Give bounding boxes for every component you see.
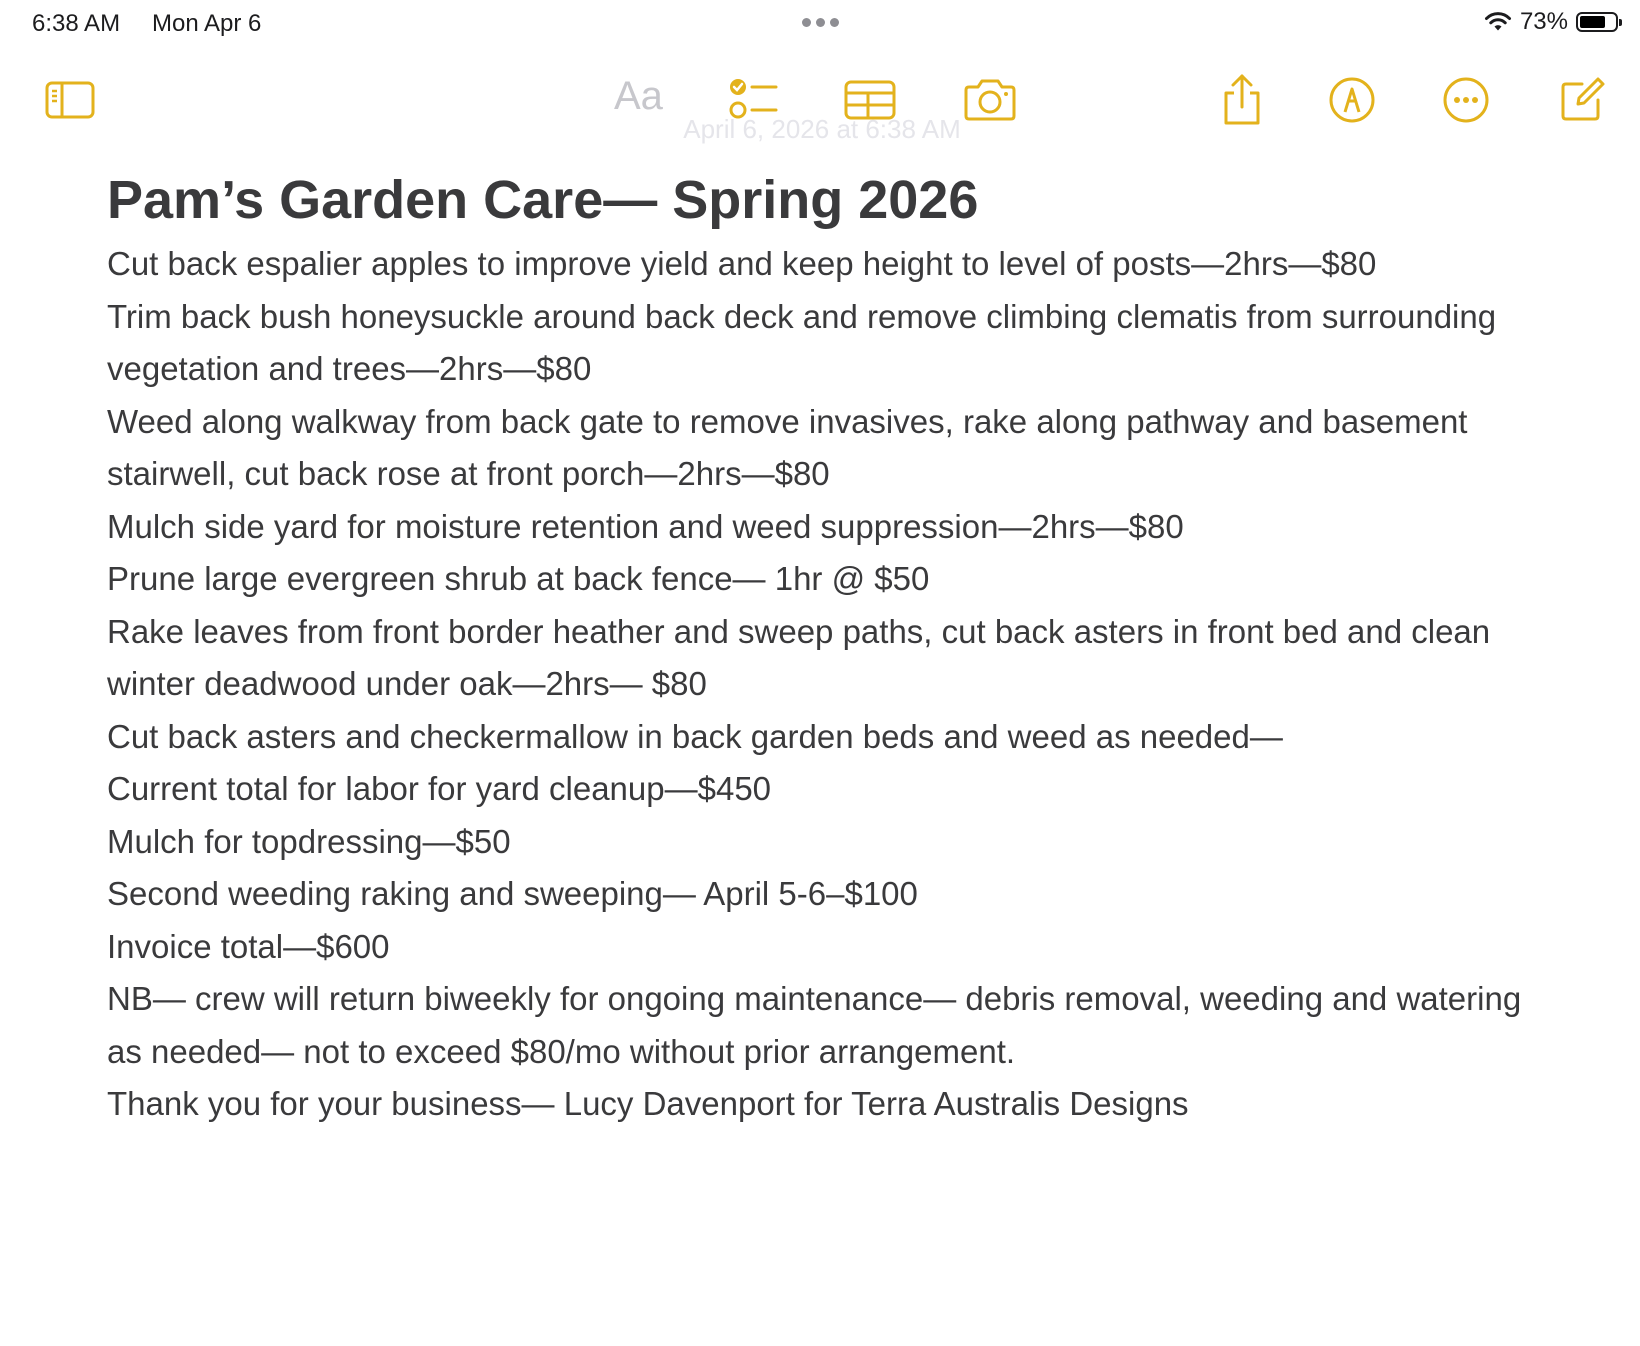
table-icon <box>843 79 897 121</box>
notes-toolbar <box>0 62 1640 144</box>
compose-button[interactable] <box>1554 72 1610 128</box>
markup-icon <box>1328 76 1376 124</box>
camera-button[interactable] <box>962 72 1018 128</box>
note-date-header: April 6, 2026 at 6:38 AM <box>683 114 961 144</box>
more-icon <box>1442 76 1490 124</box>
share-button[interactable] <box>1214 72 1270 128</box>
note-line: Mulch side yard for moisture retention and weed suppression—2hrs—$80 <box>107 507 1184 545</box>
note-line: Cut back espalier apples to improve yield and keep height to level of posts—2hrs—$80 <box>107 245 1377 282</box>
more-button[interactable] <box>1438 72 1494 128</box>
note-line: Mulch for topdressing—$50 <box>107 822 511 860</box>
table-button[interactable] <box>842 72 898 128</box>
status-time: 6:38 AM <box>32 10 121 37</box>
note-line: Rake leaves from front border heather and sweep paths, cut back asters in front bed and clean winter deadwood under oak—2hrs— $80 <box>107 612 1491 702</box>
battery-icon <box>1576 12 1618 32</box>
note-line: Thank you for your business— Lucy Davenport for Terra Australis Designs <box>107 1085 1189 1122</box>
note-line: Second weeding raking and sweeping— April 5-6–$100 <box>107 875 918 912</box>
sidebar-toggle-button[interactable] <box>42 72 98 128</box>
status-bar <box>0 0 1640 48</box>
wifi-icon <box>1484 11 1512 33</box>
status-date: Mon Apr 6 <box>152 10 262 37</box>
compose-icon <box>1558 76 1606 124</box>
markup-button[interactable] <box>1324 72 1380 128</box>
note-line: Prune large evergreen shrub at back fence— 1hr @ $50 <box>107 560 930 597</box>
note-line: NB— crew will return biweekly for ongoing maintenance— debris removal, weeding and watering as needed— not to exceed $80/mo without prior arrangement. <box>107 980 1522 1070</box>
battery-percent: 73% <box>1519 8 1568 35</box>
note-line: Cut back asters and checkermallow in back garden beds and weed as needed— <box>107 717 1283 755</box>
note-line: Weed along walkway from back gate to remove invasives, rake along pathway and basement stairwell, cut back rose at front porch—2hrs—$80 <box>107 402 1468 492</box>
battery-fill <box>1580 16 1605 28</box>
checklist-icon <box>728 76 780 124</box>
note-line: Trim back bush honeysuckle around back deck and remove climbing clematis from surrounding vegetation and trees—2hrs—$80 <box>107 297 1497 387</box>
note-line: Invoice total—$600 <box>107 927 390 965</box>
note-line: Current total for labor for yard cleanup—$450 <box>107 770 772 807</box>
multitasking-dots-icon[interactable] <box>802 18 839 27</box>
camera-icon <box>962 78 1018 122</box>
checklist-button[interactable] <box>726 72 782 128</box>
status-indicators <box>1484 8 1618 36</box>
share-icon <box>1221 73 1263 127</box>
sidebar-icon <box>45 80 95 120</box>
format-text-button[interactable]: Aa <box>614 74 663 118</box>
note-body[interactable] <box>107 168 1527 1131</box>
note-title: Pam’s Garden Care— Spring 2026 <box>107 170 979 230</box>
